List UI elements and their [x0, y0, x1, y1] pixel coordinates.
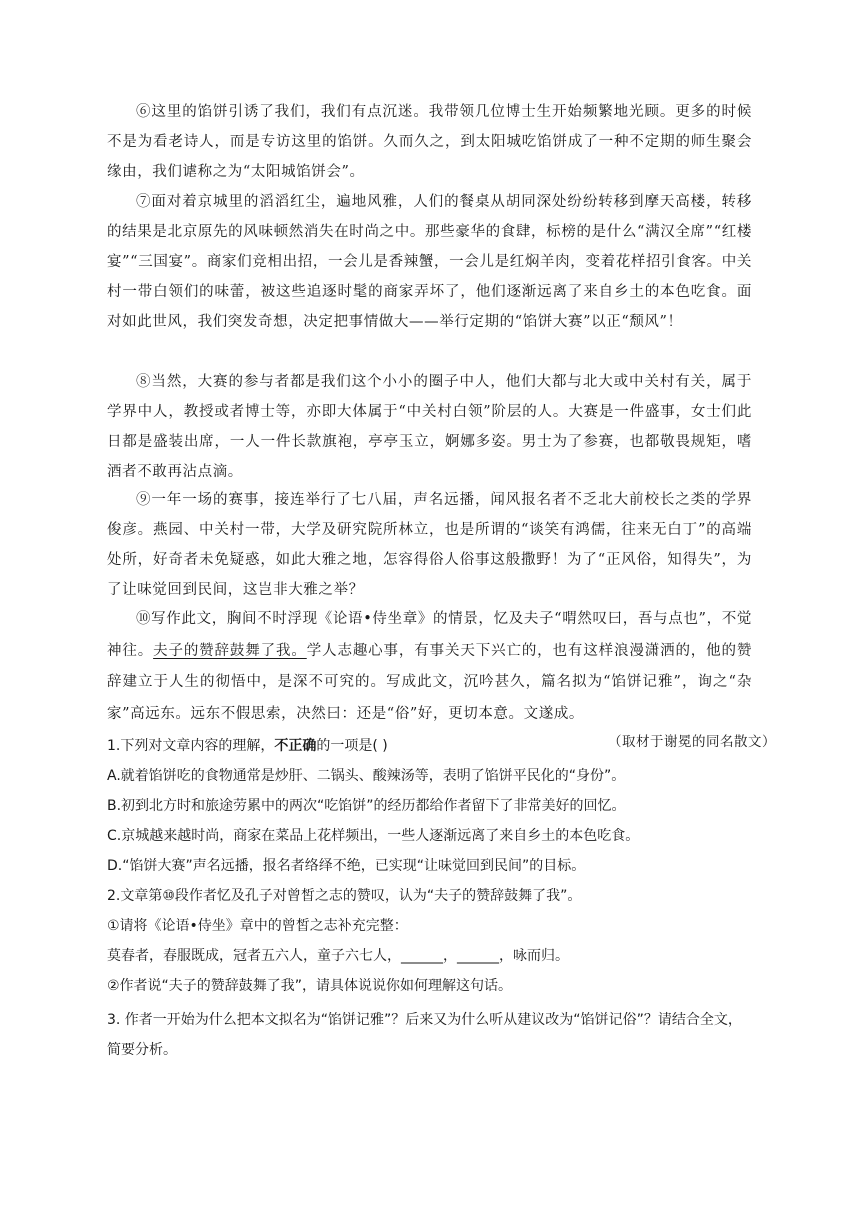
question-2-fill-blank: 莫春者，春服既成，冠者五六人，童子六七人，______，______，咏而归。	[107, 948, 569, 964]
question-2-part-1: ①请将《论语•侍坐》章中的曾皙之志补充完整：	[107, 918, 408, 934]
option-d: D.“馅饼大赛”声名远播，报名者络绎不绝，已实现“让味觉回到民间”的目标。	[107, 858, 586, 874]
question-2: 2.文章第⑩段作者忆及孔子对曾皙之志的赞叹，认为“夫子的赞辞鼓舞了我”。	[107, 888, 582, 904]
question-3: 3. 作者一开始为什么把本文拟名为“馅饼记雅”？后来又为什么听从建议改为“馅饼记俗”？请结合全文，简要分析。	[107, 1012, 742, 1058]
underlined-sentence: 夫子的赞辞鼓舞了我。	[153, 642, 307, 659]
paragraph-6: ⑥这里的馅饼引诱了我们，我们有点沉迷。我带领几位博士生开始频繁地光顾。更多的时候不是为看老诗人，而是专访这里的馅饼。久而久之，到太阳城吃馅饼成了一种不定期的师生聚会缘由，我们谑称之为“太阳城馅饼会”。	[107, 104, 752, 180]
option-c: C.京城越来越时尚，商家在菜品上花样频出，一些人逐渐远离了来自乡土的本色吃食。	[107, 828, 640, 844]
question-1-prefix: 1.下列对文章内容的理解，	[107, 738, 275, 754]
paragraph-10-rest: 学人志趣心事，有事关天下兴亡的，也有这样浪漫潇洒的，他的赞辞建立于人生的彻悟中，是深不可究的。写成此文，沉吟甚久，篇名拟为“馅饼记雅”，询之“杂家”高远东。远东不假思索，决然曰：还是“俗”好，更切本意。文遂成。	[107, 642, 752, 722]
question-1	[107, 735, 752, 757]
question-2-part-2: ②作者说“夫子的赞辞鼓舞了我”，请具体说说你如何理解这句话。	[107, 978, 513, 994]
question-1-emphasis: 不正确	[274, 738, 317, 754]
source-attribution: （取材于谢冕的同名散文）	[608, 734, 776, 750]
option-b: B.初到北方时和旅途劳累中的两次“吃馅饼”的经历都给作者留下了非常美好的回忆。	[107, 798, 626, 814]
paragraph-10	[107, 604, 752, 730]
paragraph-9: ⑨一年一场的赛事，接连举行了七八届，声名远播，闻风报名者不乏北大前校长之类的学界俊彦。燕园、中关村一带，大学及研究院所林立，也是所谓的“谈笑有鸿儒，往来无白丁”的高端处所，好奇者未免疑惑，如此大雅之地，怎容得俗人俗事这般撒野！为了“正风俗，知得失”，为了让味觉回到民间，这岂非大雅之举？	[107, 492, 752, 598]
paragraph-8: ⑧当然，大赛的参与者都是我们这个小小的圈子中人，他们大都与北大或中关村有关，属于学界中人，教授或者博士等，亦即大体属于“中关村白领”阶层的人。大赛是一件盛事，女士们此日都是盛装出席，一人一件长款旗袍，亭亭玉立，婀娜多姿。男士为了参赛，也都敬畏规矩，嗜酒者不敢再沾点滴。	[107, 374, 752, 480]
paragraph-7: ⑦面对着京城里的滔滔红尘，遍地风雅，人们的餐桌从胡同深处纷纷转移到摩天高楼，转移的结果是北京原先的风味顿然消失在时尚之中。那些豪华的食肆，标榜的是什么“满汉全席”“红楼宴”“三国宴”。商家们竞相出招，一会儿是香辣蟹，一会儿是红焖羊肉，变着花样招引食客。中关村一带白领们的味蕾，被这些追逐时髦的商家弄坏了，他们逐渐远离了来自乡土的本色吃食。面对如此世风，我们突发奇想，决定把事情做大——举行定期的“馅饼大赛”以正“颓风”！	[107, 194, 752, 330]
paragraph-10-intro: ⑩写作此文，胸间不时浮现《论语•侍坐章》的情景，忆及夫子“喟然叹曰，吾与点也”，不觉神往。	[107, 611, 752, 659]
option-a: A.就着馅饼吃的食物通常是炒肝、二锅头、酸辣汤等，表明了馅饼平民化的“身份”。	[107, 768, 626, 784]
question-1-suffix: 的一项是( )	[316, 738, 388, 754]
